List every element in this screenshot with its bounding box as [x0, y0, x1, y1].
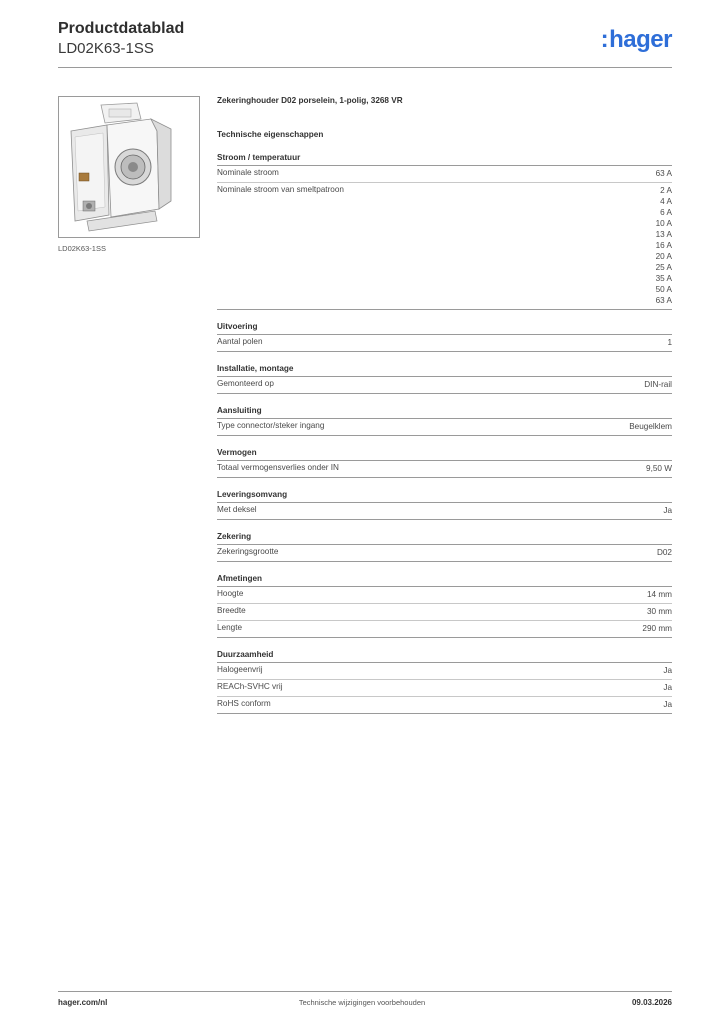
spec-value-item: 16 A: [655, 241, 672, 250]
spec-value-item: 2 A: [660, 186, 672, 195]
spec-label: Type connector/steker ingang: [217, 421, 325, 430]
section-title: Duurzaamheid: [217, 650, 672, 663]
spec-row: [217, 621, 672, 638]
spec-row: [217, 587, 672, 604]
spec-value-item: 63 A: [655, 169, 672, 178]
spec-label: Aantal polen: [217, 337, 263, 346]
spec-value: [646, 463, 672, 474]
spec-label: Zekeringsgrootte: [217, 547, 279, 556]
spec-row: [217, 419, 672, 436]
product-code: LD02K63-1SS: [58, 40, 154, 57]
spec-value-item: Ja: [663, 666, 672, 675]
footer-divider: [58, 991, 672, 992]
section-title: Stroom / temperatuur: [217, 153, 672, 166]
spec-label: REACh-SVHC vrij: [217, 682, 283, 691]
spec-value: [647, 606, 672, 617]
spec-label: Hoogte: [217, 589, 244, 598]
spec-row: [217, 183, 672, 310]
spec-row: [217, 335, 672, 352]
spec-label: Nominale stroom van smeltpatroon: [217, 185, 344, 194]
footer-website: hager.com/nl: [58, 998, 108, 1007]
section-title: Uitvoering: [217, 322, 672, 335]
spec-value: [663, 682, 672, 693]
spec-value-item: Ja: [663, 506, 672, 515]
spec-value-item: 35 A: [655, 274, 672, 283]
spec-section: [217, 574, 672, 638]
spec-row: [217, 377, 672, 394]
spec-row: [217, 545, 672, 562]
header-divider: [58, 67, 672, 68]
section-title: Zekering: [217, 532, 672, 545]
spec-value: [657, 547, 672, 558]
spec-label: Met deksel: [217, 505, 257, 514]
spec-value-item: 10 A: [655, 219, 672, 228]
spec-label: Totaal vermogensverlies onder IN: [217, 463, 339, 472]
spec-section: [217, 153, 672, 310]
spec-value-item: D02: [656, 548, 672, 557]
spec-value: [629, 421, 672, 432]
spec-value-item: 13 A: [655, 230, 672, 239]
spec-value: [647, 589, 672, 600]
spec-section: [217, 650, 672, 714]
spec-row: [217, 697, 672, 714]
spec-row: [217, 680, 672, 697]
spec-label: Lengte: [217, 623, 243, 632]
spec-value: [644, 379, 672, 390]
spec-value-item: 1: [667, 338, 672, 347]
spec-section: [217, 490, 672, 520]
spec-section: [217, 406, 672, 436]
spec-value-item: Ja: [663, 700, 672, 709]
content-area: [217, 96, 672, 714]
spec-value-item: 63 A: [655, 296, 672, 305]
spec-row: [217, 604, 672, 621]
image-caption: LD02K63-1SS: [58, 244, 106, 253]
fuse-holder-icon: [59, 97, 199, 237]
footer-date: 09.03.2026: [631, 998, 672, 1007]
spec-label: RoHS conform: [217, 699, 271, 708]
spec-value: [656, 185, 672, 306]
spec-value: [656, 168, 672, 179]
spec-value: [663, 699, 672, 710]
spec-value-item: 30 mm: [646, 607, 672, 616]
spec-value-item: 290 mm: [642, 624, 672, 633]
spec-section: [217, 364, 672, 394]
spec-row: [217, 461, 672, 478]
page-title: Productdatablad: [58, 20, 185, 37]
spec-section: [217, 532, 672, 562]
footer-disclaimer: Technische wijzigingen voorbehouden: [298, 998, 426, 1007]
spec-label: Breedte: [217, 606, 246, 615]
section-title: Vermogen: [217, 448, 672, 461]
spec-label: Halogeenvrij: [217, 665, 263, 674]
section-title: Leveringsomvang: [217, 490, 672, 503]
product-description: Zekeringhouder D02 porselein, 1-polig, 3268 VR: [217, 96, 403, 105]
spec-value-item: 50 A: [655, 285, 672, 294]
section-title: Installatie, montage: [217, 364, 672, 377]
spec-value-item: 9,50 W: [646, 464, 672, 473]
spec-value-item: 25 A: [655, 263, 672, 272]
spec-row: [217, 166, 672, 183]
spec-value: [667, 337, 672, 348]
spec-row: [217, 663, 672, 680]
spec-value-item: Ja: [663, 683, 672, 692]
section-title: Aansluiting: [217, 406, 672, 419]
section-title: Afmetingen: [217, 574, 672, 587]
spec-value-item: DIN-rail: [644, 380, 672, 389]
spec-value-item: 14 mm: [646, 590, 672, 599]
spec-value: [663, 665, 672, 676]
spec-row: [217, 503, 672, 520]
product-image: [58, 96, 200, 238]
spec-section: [217, 322, 672, 352]
tech-properties-heading: Technische eigenschappen: [217, 130, 324, 139]
spec-label: Nominale stroom: [217, 168, 279, 177]
spec-label: Gemonteerd op: [217, 379, 274, 388]
spec-value: [642, 623, 672, 634]
logo-text: hager: [609, 26, 672, 53]
spec-value-item: 20 A: [655, 252, 672, 261]
hager-logo: :hager: [600, 26, 672, 53]
spec-value: [663, 505, 672, 516]
spec-value-item: 6 A: [660, 208, 672, 217]
spec-value-item: 4 A: [660, 197, 672, 206]
spec-section: [217, 448, 672, 478]
spec-value-item: Beugelklem: [629, 422, 672, 431]
spec-sections: [217, 153, 672, 714]
